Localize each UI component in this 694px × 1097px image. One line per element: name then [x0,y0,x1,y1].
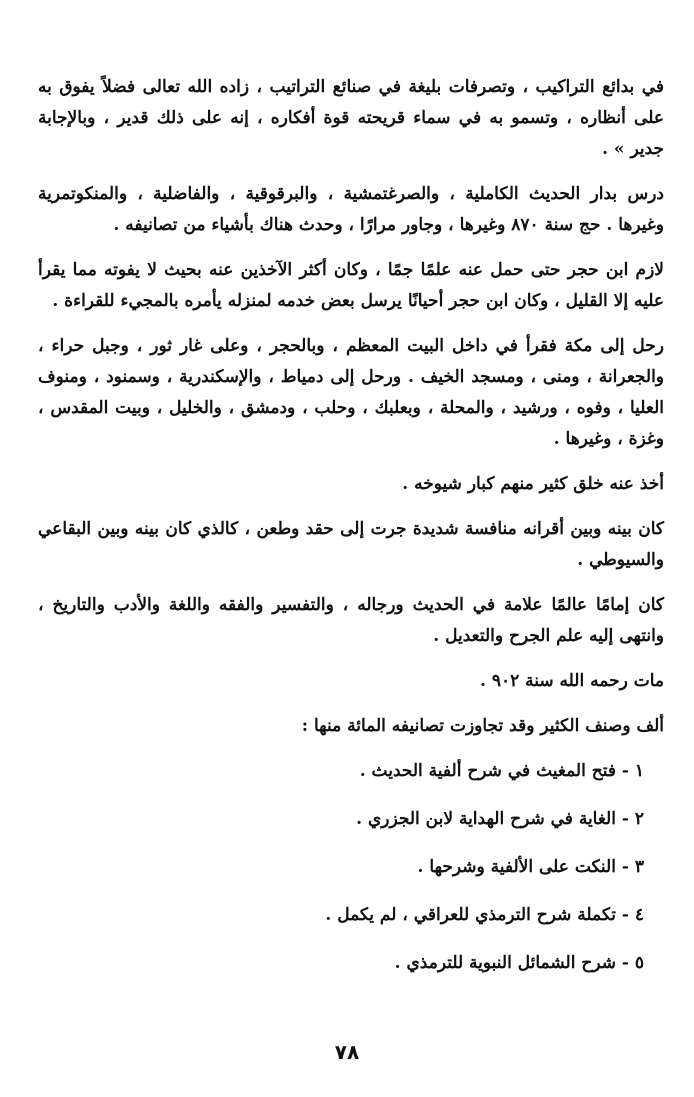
list-item: ٣ - النكت على الألفية وشرحها . [417,857,644,877]
paragraph-death: مات رحمه الله سنة ٩٠٢ . [479,671,664,691]
paragraph-ibn-hajar: لازم ابن حجر حتى حمل عنه علمًا جمًا ، وكان أكثر الآخذين عنه بحيث لا يفوته مما يقرأ عليه إلا القليل ، وكان ابن حجر أحيانًا يرسل بعض خدمه لمنزله يأمره بالمجيء للقراءة . [38,260,664,311]
paragraph-teaching: درس بدار الحديث الكاملية ، والصرغتمشية ، والبرقوقية ، والفاضلية ، والمنكوتمرية وغيرها . حج سنة ٨٧٠ وغيرها ، وجاور مرارًا ، وحدث هناك بأشياء من تصانيفه . [38,184,664,235]
paragraph-scholarship: كان إمامًا عالمًا علامة في الحديث ورجاله ، والتفسير والفقه واللغة والأدب والتاريخ ، وانتهى إليه علم الجرح والتعديل . [38,595,664,646]
list-item: ٢ - الغاية في شرح الهداية لابن الجزري . [356,809,644,829]
page-number: ٧٨ [334,1040,360,1064]
paragraph-travels: رحل إلى مكة فقرأ في داخل البيت المعظم ، وبالحجر ، وعلى غار ثور ، وجبل حراء ، والجعرانة ، ومنى ، ومسجد الخيف . ورحل إلى دمياط ، والإسكندرية ، وسمنود ، ومنوف العليا ، وفوه ، ورشيد ، والمحلة ، وبعلبك ، وحلب ، ودمشق ، والخليل ، وبيت المقدس ، وغزة ، وغيرها . [38,336,664,449]
list-item: ٥ - شرح الشمائل النبوية للترمذي . [394,953,644,973]
list-item: ١ - فتح المغيث في شرح ألفية الحديث . [359,761,644,781]
list-item: ٤ - تكملة شرح الترمذي للعراقي ، لم يكمل . [325,905,644,925]
paragraph-works-intro: ألف وصنف الكثير وقد تجاوزت تصانيفه المائة منها : [301,716,664,736]
paragraph-praise-continuation: في بدائع التراكيب ، وتصرفات بليغة في صنائع التراتيب ، زاده الله تعالى فضلاً يفوق به على أنظاره ، وتسمو به في سماء قريحته قوة أفكاره ، إنه على ذلك قدير ، وبالإجابة جدير » . [38,77,664,159]
works-list [38,756,664,979]
paragraph-students: أخذ عنه خلق كثير منهم كبار شيوخه . [402,474,664,494]
paragraph-rivals: كان بينه وبين أقرانه منافسة شديدة جرت إلى حقد وطعن ، كالذي كان بينه وبين البقاعي والسيوطي . [38,519,664,570]
